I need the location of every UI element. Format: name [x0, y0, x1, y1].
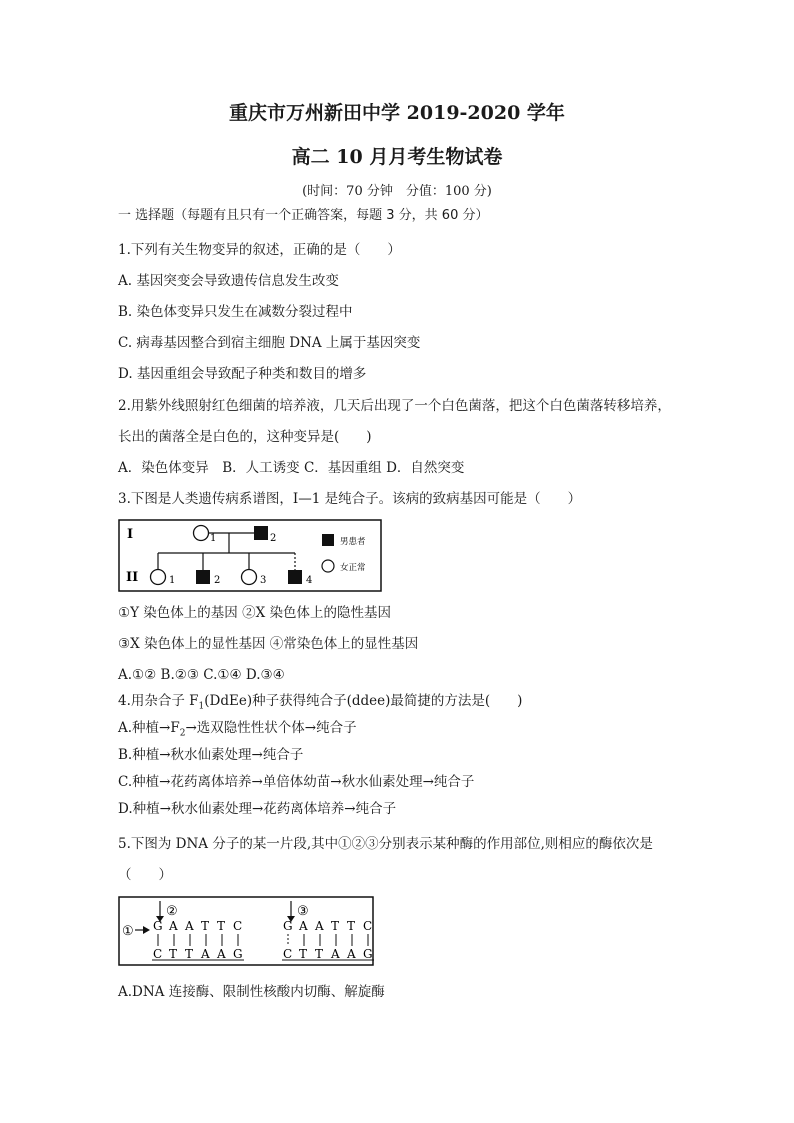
q1-option-c: C. 病毒基因整合到宿主细胞 DNA 上属于基因突变: [118, 335, 421, 351]
q1-option-b: B. 染色体变异只发生在减数分裂过程中: [118, 304, 353, 320]
left-top-base: A: [185, 919, 194, 933]
ii3-label: 3: [260, 575, 267, 586]
q4-option-b: B.种植→秋水仙素处理→纯合子: [118, 747, 304, 763]
i2-label: 2: [270, 533, 277, 544]
individual-ii4: [288, 570, 302, 584]
left-bottom-base: T: [185, 947, 194, 961]
dna-svg: [118, 896, 374, 966]
right-top-base: A: [299, 919, 308, 933]
q1-option-d: D. 基因重组会导致配子种类和数目的增多: [118, 366, 367, 382]
gen-label-i: I: [127, 527, 134, 542]
left-top-base: A: [169, 919, 178, 933]
q2-stem-line1: 2.用紫外线照射红色细菌的培养液，几天后出现了一个白色菌落，把这个白色菌落转移培养，: [118, 398, 671, 414]
q3-options: A.①② B.②③ C.①④ D.③④: [118, 667, 285, 683]
left-top-base: T: [201, 919, 210, 933]
section-heading: 一 选择题（每题有且只有一个正确答案，每题 3 分，共 60 分）: [118, 208, 489, 223]
ii2-label: 2: [214, 575, 221, 586]
left-bottom-base: C: [153, 947, 163, 961]
legend-male-affected-icon: [322, 534, 334, 546]
q4-option-a: A.种植$\to F_2\to$选双隐性性状个体→纯合子: [118, 720, 357, 739]
left-bottom-base: A: [217, 947, 226, 961]
individual-i1: [194, 526, 209, 541]
q5-stem-line2: （ ）: [118, 867, 172, 883]
q3-line1: ①Y 染色体上的基因 ②X 染色体上的隐性基因: [118, 605, 391, 621]
right-bottom-base: T: [315, 947, 324, 961]
legend-male-label: 男患者: [340, 537, 366, 547]
q5-stem-line1: 5.下图为 DNA 分子的某一片段,其中①②③分别表示某种酶的作用部位,则相应的酶依次是: [118, 836, 653, 852]
individual-i2: [254, 526, 268, 540]
left-top-base: C: [233, 919, 243, 933]
right-bottom-base: C: [283, 947, 293, 961]
pedigree-figure: [118, 519, 382, 592]
right-bottom-base: A: [347, 947, 356, 961]
left-bottom-base: A: [201, 947, 210, 961]
individual-ii1: [151, 570, 166, 585]
q4-option-d: D.种植→秋水仙素处理→花药离体培养→纯合子: [118, 801, 397, 817]
left-bottom-base: T: [169, 947, 178, 961]
q1-stem: 1.下列有关生物变异的叙述，正确的是（ ）: [118, 242, 401, 258]
right-top-base: C: [363, 919, 373, 933]
left-top-base: G: [153, 919, 163, 933]
q4-option-c: C.种植→花药离体培养→单倍体幼苗→秋水仙素处理→纯合子: [118, 774, 475, 790]
ii4-label: 4: [306, 575, 313, 586]
mark-3: ③: [297, 904, 309, 919]
title-line2: 高二 10 月月考生物试卷: [291, 146, 503, 168]
mark-1: ①: [122, 924, 134, 939]
individual-ii3: [242, 570, 257, 585]
q2-options: A．染色体变异 B．人工诱变 C．基因重组 D．自然突变: [118, 460, 465, 476]
right-top-base: G: [283, 919, 293, 933]
title-line1: 重庆市万州新田中学 2019-2020 学年: [229, 102, 565, 124]
pedigree-svg: [118, 519, 382, 592]
right-top-base: A: [315, 919, 324, 933]
left-top-base: T: [217, 919, 226, 933]
right-bottom-base: T: [299, 947, 308, 961]
q4-stem: 4.用杂合子 $F_1(DdEe)$种子获得纯合子(ddee)最简捷的方法是( ): [118, 693, 523, 712]
right-bottom-base: G: [363, 947, 373, 961]
q5-option-a: A.DNA 连接酶、限制性核酸内切酶、解旋酶: [118, 984, 385, 1000]
individual-ii2: [196, 570, 210, 584]
mark-2: ②: [166, 904, 178, 919]
i1-label: 1: [210, 533, 217, 544]
dna-left-segment: [152, 919, 244, 961]
q3-line2: ③X 染色体上的显性基因 ④常染色体上的显性基因: [118, 636, 419, 652]
dna-right-segment: [282, 919, 374, 961]
gen-label-ii: II: [126, 570, 139, 585]
q3-stem: 3.下图是人类遗传病系谱图，I—1 是纯合子。该病的致病基因可能是（ ）: [118, 491, 582, 507]
left-bottom-base: G: [233, 947, 243, 961]
exam-info: (时间：70 分钟 分值：100 分): [302, 184, 492, 199]
right-top-base: T: [347, 919, 356, 933]
q2-stem-line2: 长出的菌落全是白色的，这种变异是( ): [118, 429, 372, 445]
q1-option-a: A. 基因突变会导致遗传信息发生改变: [118, 273, 339, 289]
legend-female-normal-icon: [322, 560, 334, 572]
legend-female-label: 女正常: [340, 563, 366, 573]
right-bottom-base: A: [331, 947, 340, 961]
dna-figure: [118, 896, 374, 966]
ii1-label: 1: [169, 575, 176, 586]
right-top-base: T: [331, 919, 340, 933]
